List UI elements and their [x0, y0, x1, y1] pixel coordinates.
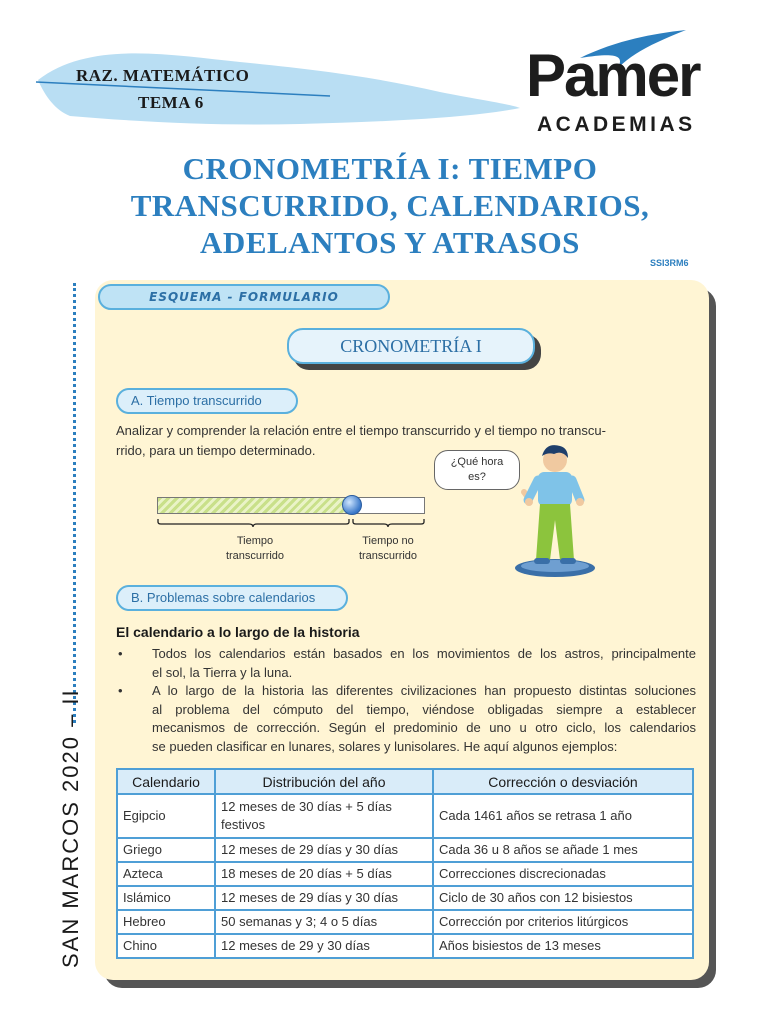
table-row	[117, 886, 693, 910]
side-dotted-line	[73, 283, 76, 723]
table-cell: Corrección por criterios litúrgicos	[433, 910, 693, 934]
esquema-badge: ESQUEMA - FORMULARIO	[98, 284, 390, 310]
table-cell: Años bisiestos de 13 meses	[433, 934, 693, 958]
table-cell: Egipcio	[117, 794, 215, 838]
title-line-2: TRANSCURRIDO, CALENDARIOS,	[130, 188, 650, 223]
box-title: CRONOMETRÍA I	[287, 328, 535, 364]
elapsed-label: Tiempo transcurrido	[225, 535, 285, 562]
section-a-header: A. Tiempo transcurrido	[116, 388, 298, 414]
bullet-line: el sol, la Tierra y la luna.	[152, 664, 293, 680]
student-figure-icon	[510, 440, 600, 580]
table-cell: 12 meses de 29 días y 30 días	[215, 838, 433, 862]
bullet-line: • A lo largo de la historia las diferentes civilizaciones han propuesto distintas soluciones	[152, 683, 696, 698]
remaining-label: Tiempo no transcurrido	[358, 535, 418, 562]
table-cell: 50 semanas y 3; 4 o 5 días	[215, 910, 433, 934]
document-code: SSI3RM6	[650, 258, 689, 268]
paragraph-line: rrido, para un tiempo determinado.	[116, 443, 316, 458]
logo-subtitle: ACADEMIAS	[537, 113, 696, 136]
bullet-line: se pueden clasificar en lunares, solares y lunisolares. He aquí algunos ejemplos:	[152, 738, 618, 754]
column-header: Calendario	[117, 769, 215, 794]
table-row	[117, 862, 693, 886]
history-subtitle: El calendario a lo largo de la historia	[116, 624, 360, 640]
table-cell: 12 meses de 30 días + 5 días festivos	[215, 794, 433, 838]
table-row	[117, 910, 693, 934]
bullet-list	[116, 645, 696, 756]
table-row	[117, 838, 693, 862]
table-row	[117, 794, 693, 838]
table-cell: Cada 1461 años se retrasa 1 año	[433, 794, 693, 838]
title-line-1: CRONOMETRÍA I: TIEMPO	[182, 151, 598, 186]
topic-label: TEMA 6	[138, 93, 204, 112]
elapsed-fill	[158, 498, 352, 513]
section-b-header: B. Problemas sobre calendarios	[116, 585, 348, 611]
speech-bubble: ¿Qué hora es?	[434, 450, 520, 490]
column-header: Corrección o desviación	[433, 769, 693, 794]
time-marker-icon	[342, 495, 362, 515]
table-cell: 18 meses de 20 días + 5 días	[215, 862, 433, 886]
table-cell: 12 meses de 29 días y 30 días	[215, 886, 433, 910]
calendar-table	[116, 768, 694, 959]
table-cell: 12 meses de 29 y 30 días	[215, 934, 433, 958]
table-cell: Griego	[117, 838, 215, 862]
remaining-brace-icon	[352, 518, 425, 528]
bullet-line: • Todos los calendarios están basados en los movimientos de los astros, principalmente	[152, 646, 696, 661]
table-row	[117, 934, 693, 958]
list-item	[116, 645, 696, 682]
paragraph-line: Analizar y comprender la relación entre el tiempo transcurrido y el tiempo no transcu-	[116, 423, 606, 438]
table-cell: Hebreo	[117, 910, 215, 934]
table-cell: Islámico	[117, 886, 215, 910]
table-cell: Correcciones discrecionadas	[433, 862, 693, 886]
table-cell: Azteca	[117, 862, 215, 886]
side-label: SAN MARCOS 2020 – II	[58, 688, 83, 968]
table-cell: Cada 36 u 8 años se añade 1 mes	[433, 838, 693, 862]
table-cell: Chino	[117, 934, 215, 958]
bullet-line: al problema del cómputo del tiempo, viéndose obligadas siempre a establecer	[152, 701, 696, 717]
bullet-line: mecanismos de corrección. Según el predominio de uno u otro ciclo, los calendarios	[152, 720, 696, 735]
title-line-3: ADELANTOS Y ATRASOS	[200, 225, 580, 260]
subject-label: RAZ. MATEMÁTICO	[76, 66, 250, 85]
elapsed-brace-icon	[157, 518, 350, 528]
list-item	[116, 682, 696, 756]
page-title	[40, 150, 740, 261]
table-header-row	[117, 769, 693, 794]
table-cell: Ciclo de 30 años con 12 bisiestos	[433, 886, 693, 910]
logo-name: Pamer	[526, 42, 700, 109]
column-header: Distribución del año	[215, 769, 433, 794]
time-bar	[157, 497, 425, 514]
